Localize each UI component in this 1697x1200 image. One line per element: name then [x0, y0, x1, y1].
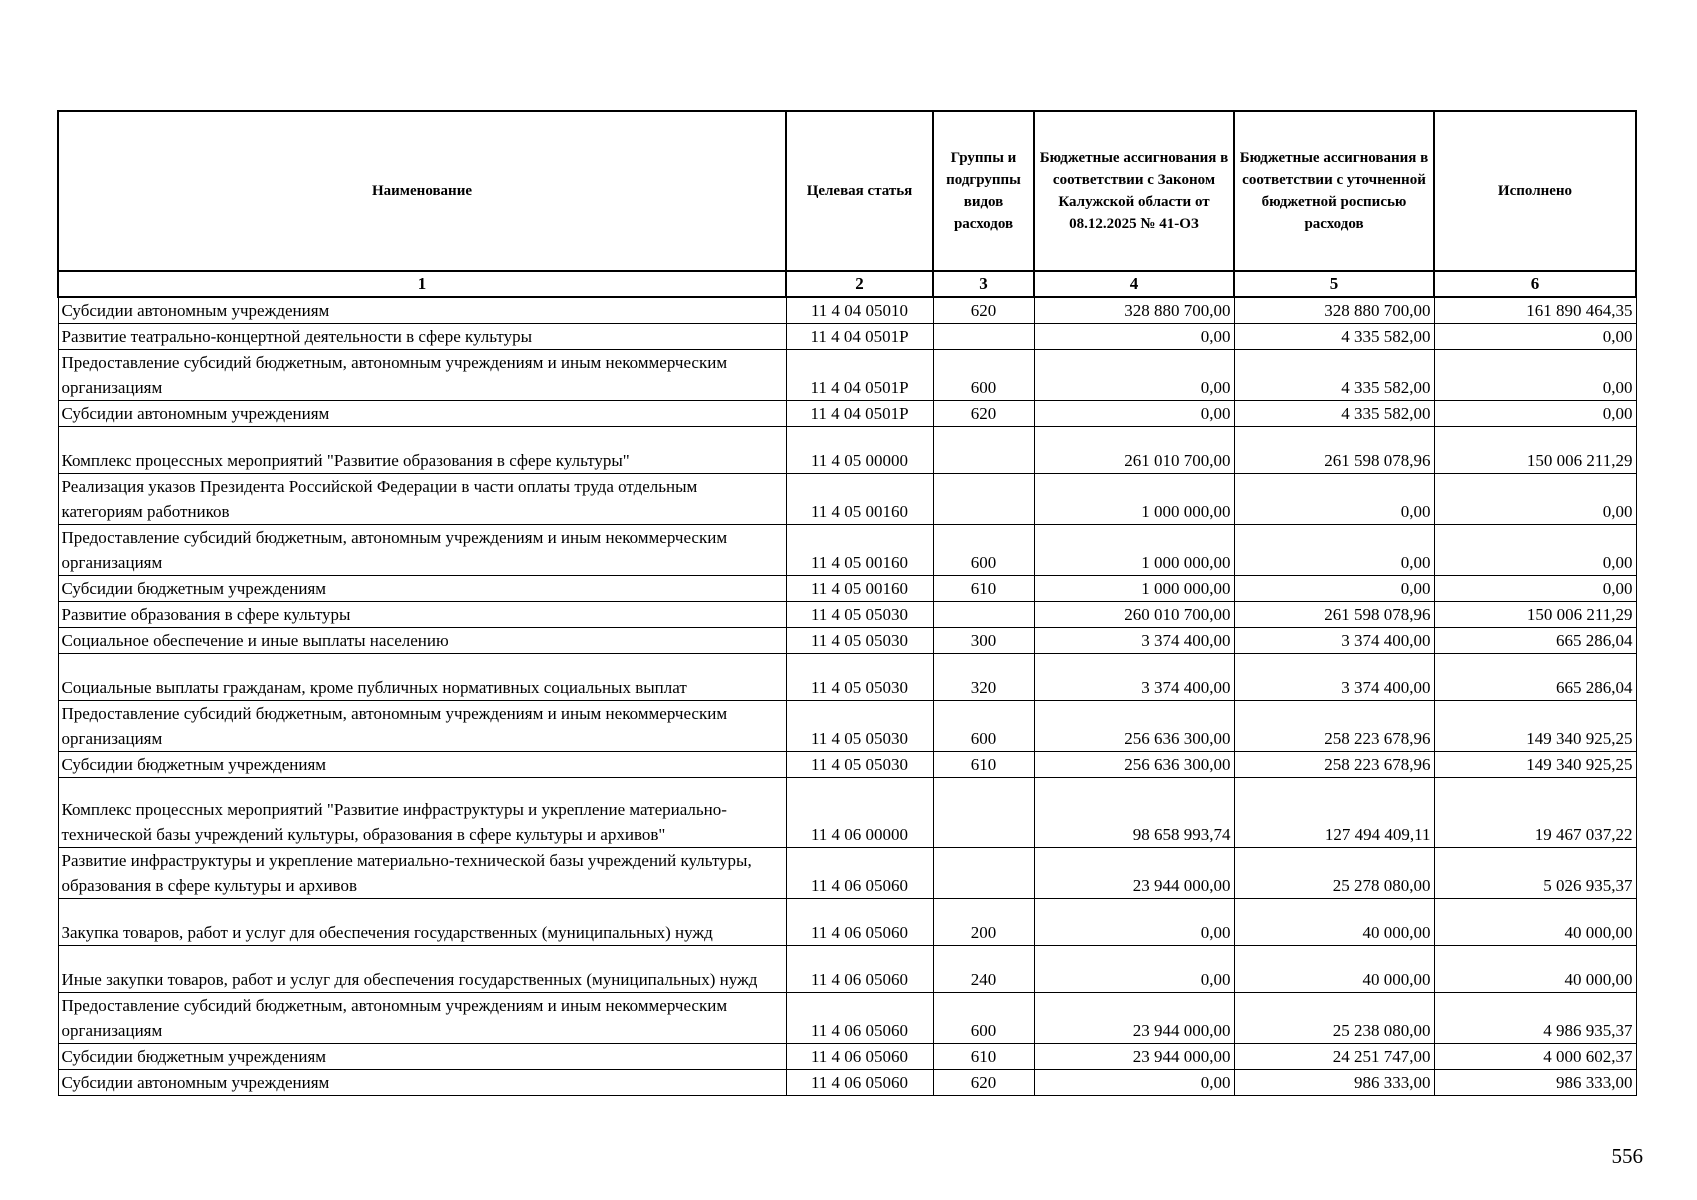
row-law-allocation: 1 000 000,00 — [1034, 525, 1234, 576]
row-target-article: 11 4 06 05060 — [786, 1070, 933, 1096]
row-target-article: 11 4 06 05060 — [786, 993, 933, 1044]
row-law-allocation: 0,00 — [1034, 401, 1234, 427]
table-body — [58, 297, 1636, 1096]
row-target-article: 11 4 04 0501Р — [786, 324, 933, 350]
row-name: Предоставление субсидий бюджетным, автономным учреждениям и иным некоммерческим организациям — [58, 525, 786, 576]
row-refined-allocation: 24 251 747,00 — [1234, 1044, 1434, 1070]
row-refined-allocation: 4 335 582,00 — [1234, 350, 1434, 401]
row-name: Субсидии бюджетным учреждениям — [58, 752, 786, 778]
row-refined-allocation: 258 223 678,96 — [1234, 752, 1434, 778]
row-law-allocation: 3 374 400,00 — [1034, 628, 1234, 654]
table-row — [58, 474, 1636, 525]
row-expense-group: 320 — [933, 654, 1034, 701]
row-expense-group: 600 — [933, 350, 1034, 401]
row-executed: 0,00 — [1434, 401, 1636, 427]
row-refined-allocation: 3 374 400,00 — [1234, 654, 1434, 701]
row-expense-group: 240 — [933, 946, 1034, 993]
row-law-allocation: 98 658 993,74 — [1034, 778, 1234, 848]
row-executed: 665 286,04 — [1434, 628, 1636, 654]
row-name: Комплекс процессных мероприятий "Развитие инфраструктуры и укрепление материально-технической базы учреждений культуры, образования в сфере культуры и архивов" — [58, 778, 786, 848]
row-name: Развитие образования в сфере культуры — [58, 602, 786, 628]
row-law-allocation: 0,00 — [1034, 1070, 1234, 1096]
row-executed: 40 000,00 — [1434, 946, 1636, 993]
page-number: 556 — [1611, 1144, 1643, 1168]
row-refined-allocation: 4 335 582,00 — [1234, 324, 1434, 350]
row-refined-allocation: 258 223 678,96 — [1234, 701, 1434, 752]
row-executed: 0,00 — [1434, 525, 1636, 576]
row-name: Предоставление субсидий бюджетным, автономным учреждениям и иным некоммерческим организациям — [58, 993, 786, 1044]
row-law-allocation: 1 000 000,00 — [1034, 576, 1234, 602]
header-refined-allocations: Бюджетные ассигнования в соответствии с уточненной бюджетной росписью расходов — [1234, 111, 1434, 271]
row-name: Закупка товаров, работ и услуг для обеспечения государственных (муниципальных) нужд — [58, 899, 786, 946]
row-target-article: 11 4 06 05060 — [786, 946, 933, 993]
row-executed: 0,00 — [1434, 324, 1636, 350]
row-expense-group: 600 — [933, 701, 1034, 752]
row-target-article: 11 4 06 00000 — [786, 778, 933, 848]
row-name: Социальное обеспечение и иные выплаты населению — [58, 628, 786, 654]
row-target-article: 11 4 05 05030 — [786, 602, 933, 628]
row-name: Комплекс процессных мероприятий "Развитие образования в сфере культуры" — [58, 427, 786, 474]
header-name: Наименование — [58, 111, 786, 271]
column-number: 2 — [786, 271, 933, 297]
row-refined-allocation: 0,00 — [1234, 576, 1434, 602]
column-number: 6 — [1434, 271, 1636, 297]
header-row — [58, 111, 1636, 271]
row-name: Развитие театрально-концертной деятельности в сфере культуры — [58, 324, 786, 350]
row-name: Развитие инфраструктуры и укрепление материально-технической базы учреждений культуры, образования в сфере культуры и архивов — [58, 848, 786, 899]
row-target-article: 11 4 05 05030 — [786, 752, 933, 778]
row-name: Субсидии автономным учреждениям — [58, 401, 786, 427]
row-target-article: 11 4 05 05030 — [786, 654, 933, 701]
row-refined-allocation: 25 278 080,00 — [1234, 848, 1434, 899]
table-row — [58, 1070, 1636, 1096]
row-name: Предоставление субсидий бюджетным, автономным учреждениям и иным некоммерческим организациям — [58, 701, 786, 752]
row-refined-allocation: 986 333,00 — [1234, 1070, 1434, 1096]
row-refined-allocation: 0,00 — [1234, 474, 1434, 525]
row-name: Субсидии бюджетным учреждениям — [58, 576, 786, 602]
row-refined-allocation: 328 880 700,00 — [1234, 297, 1434, 324]
row-executed: 0,00 — [1434, 576, 1636, 602]
row-target-article: 11 4 05 05030 — [786, 701, 933, 752]
row-name: Реализация указов Президента Российской Федерации в части оплаты труда отдельным категориям работников — [58, 474, 786, 525]
column-number: 1 — [58, 271, 786, 297]
table-row — [58, 752, 1636, 778]
row-law-allocation: 0,00 — [1034, 946, 1234, 993]
row-refined-allocation: 40 000,00 — [1234, 899, 1434, 946]
row-name: Предоставление субсидий бюджетным, автономным учреждениям и иным некоммерческим организациям — [58, 350, 786, 401]
row-target-article: 11 4 04 05010 — [786, 297, 933, 324]
header-executed: Исполнено — [1434, 111, 1636, 271]
row-name: Субсидии автономным учреждениям — [58, 297, 786, 324]
row-name: Социальные выплаты гражданам, кроме публичных нормативных социальных выплат — [58, 654, 786, 701]
row-executed: 4 986 935,37 — [1434, 993, 1636, 1044]
table-row — [58, 427, 1636, 474]
row-refined-allocation: 40 000,00 — [1234, 946, 1434, 993]
row-executed: 665 286,04 — [1434, 654, 1636, 701]
row-executed: 0,00 — [1434, 350, 1636, 401]
row-executed: 19 467 037,22 — [1434, 778, 1636, 848]
row-law-allocation: 261 010 700,00 — [1034, 427, 1234, 474]
table-row — [58, 628, 1636, 654]
row-target-article: 11 4 06 05060 — [786, 1044, 933, 1070]
row-target-article: 11 4 05 00000 — [786, 427, 933, 474]
row-target-article: 11 4 04 0501Р — [786, 350, 933, 401]
header-expense-groups: Группы и подгруппы видов расходов — [933, 111, 1034, 271]
row-target-article: 11 4 05 00160 — [786, 525, 933, 576]
row-law-allocation: 256 636 300,00 — [1034, 701, 1234, 752]
row-law-allocation: 260 010 700,00 — [1034, 602, 1234, 628]
header-law-allocations: Бюджетные ассигнования в соответствии с Законом Калужской области от 08.12.2025 № 41-ОЗ — [1034, 111, 1234, 271]
table-row — [58, 848, 1636, 899]
row-law-allocation: 23 944 000,00 — [1034, 848, 1234, 899]
row-executed: 0,00 — [1434, 474, 1636, 525]
row-expense-group — [933, 427, 1034, 474]
row-refined-allocation: 0,00 — [1234, 525, 1434, 576]
row-name: Иные закупки товаров, работ и услуг для обеспечения государственных (муниципальных) нужд — [58, 946, 786, 993]
column-number: 4 — [1034, 271, 1234, 297]
row-target-article: 11 4 05 00160 — [786, 576, 933, 602]
table-row — [58, 899, 1636, 946]
row-expense-group — [933, 474, 1034, 525]
row-executed: 149 340 925,25 — [1434, 752, 1636, 778]
column-number: 5 — [1234, 271, 1434, 297]
row-target-article: 11 4 04 0501Р — [786, 401, 933, 427]
row-executed: 40 000,00 — [1434, 899, 1636, 946]
row-expense-group — [933, 848, 1034, 899]
row-executed: 4 000 602,37 — [1434, 1044, 1636, 1070]
header-target-article: Целевая статья — [786, 111, 933, 271]
row-executed: 986 333,00 — [1434, 1070, 1636, 1096]
row-expense-group — [933, 602, 1034, 628]
table-row — [58, 324, 1636, 350]
row-expense-group — [933, 324, 1034, 350]
row-refined-allocation: 4 335 582,00 — [1234, 401, 1434, 427]
row-executed: 149 340 925,25 — [1434, 701, 1636, 752]
row-refined-allocation: 25 238 080,00 — [1234, 993, 1434, 1044]
row-expense-group: 610 — [933, 576, 1034, 602]
row-target-article: 11 4 05 00160 — [786, 474, 933, 525]
row-law-allocation: 23 944 000,00 — [1034, 1044, 1234, 1070]
row-expense-group: 600 — [933, 993, 1034, 1044]
row-name: Субсидии автономным учреждениям — [58, 1070, 786, 1096]
table-row — [58, 778, 1636, 848]
row-name: Субсидии бюджетным учреждениям — [58, 1044, 786, 1070]
table-row — [58, 602, 1636, 628]
row-law-allocation: 0,00 — [1034, 899, 1234, 946]
row-refined-allocation: 127 494 409,11 — [1234, 778, 1434, 848]
table-row — [58, 946, 1636, 993]
row-expense-group: 300 — [933, 628, 1034, 654]
row-law-allocation: 3 374 400,00 — [1034, 654, 1234, 701]
row-target-article: 11 4 06 05060 — [786, 848, 933, 899]
table-row — [58, 525, 1636, 576]
table-row — [58, 350, 1636, 401]
row-executed: 150 006 211,29 — [1434, 427, 1636, 474]
table-row — [58, 701, 1636, 752]
row-law-allocation: 1 000 000,00 — [1034, 474, 1234, 525]
table-row — [58, 401, 1636, 427]
row-refined-allocation: 261 598 078,96 — [1234, 602, 1434, 628]
row-expense-group: 600 — [933, 525, 1034, 576]
row-expense-group: 620 — [933, 1070, 1034, 1096]
table-row — [58, 654, 1636, 701]
row-law-allocation: 328 880 700,00 — [1034, 297, 1234, 324]
table-row — [58, 993, 1636, 1044]
row-executed: 5 026 935,37 — [1434, 848, 1636, 899]
row-expense-group: 610 — [933, 1044, 1034, 1070]
row-executed: 161 890 464,35 — [1434, 297, 1636, 324]
row-law-allocation: 256 636 300,00 — [1034, 752, 1234, 778]
row-expense-group: 610 — [933, 752, 1034, 778]
row-refined-allocation: 3 374 400,00 — [1234, 628, 1434, 654]
column-number-row — [58, 271, 1636, 297]
column-number: 3 — [933, 271, 1034, 297]
row-expense-group: 620 — [933, 297, 1034, 324]
row-expense-group: 620 — [933, 401, 1034, 427]
row-law-allocation: 0,00 — [1034, 324, 1234, 350]
table-row — [58, 576, 1636, 602]
row-target-article: 11 4 05 05030 — [786, 628, 933, 654]
row-expense-group: 200 — [933, 899, 1034, 946]
row-expense-group — [933, 778, 1034, 848]
row-law-allocation: 23 944 000,00 — [1034, 993, 1234, 1044]
table-row — [58, 297, 1636, 324]
budget-table — [57, 110, 1637, 1096]
row-law-allocation: 0,00 — [1034, 350, 1234, 401]
table-row — [58, 1044, 1636, 1070]
row-executed: 150 006 211,29 — [1434, 602, 1636, 628]
row-target-article: 11 4 06 05060 — [786, 899, 933, 946]
row-refined-allocation: 261 598 078,96 — [1234, 427, 1434, 474]
